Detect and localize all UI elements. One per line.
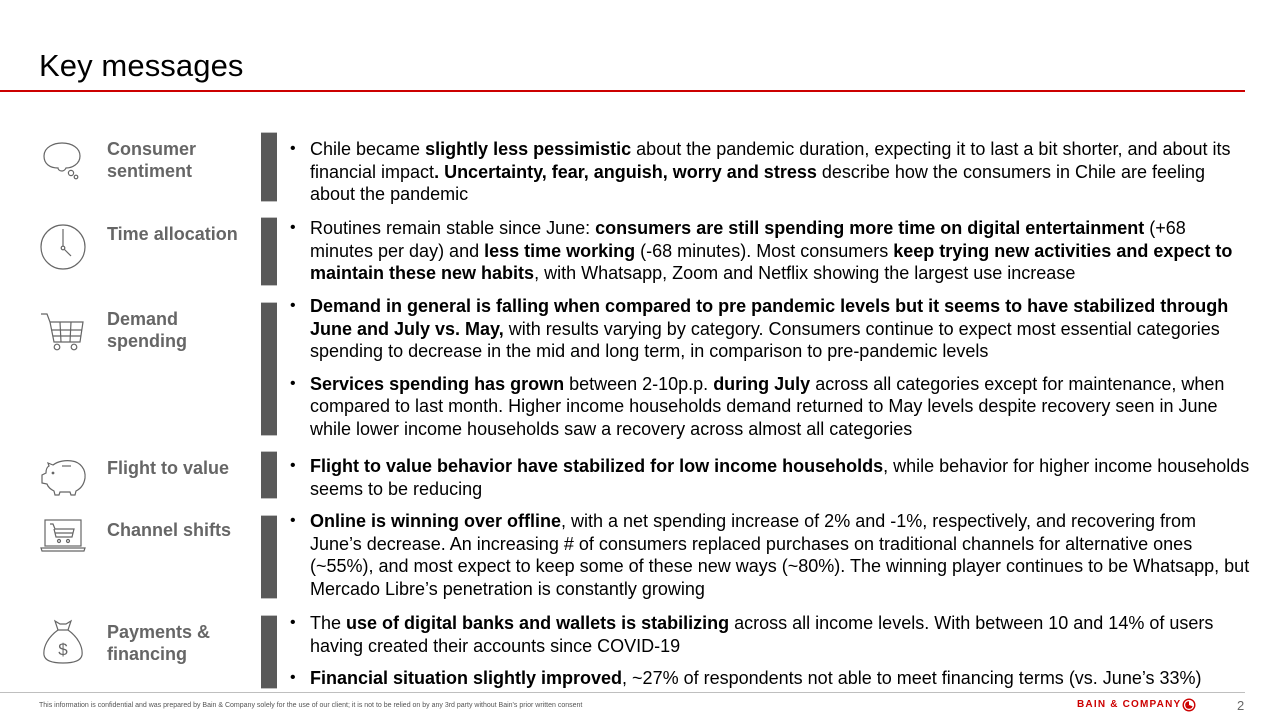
- section-bar: [261, 132, 277, 202]
- text: The: [310, 613, 347, 633]
- bullet-item: [290, 667, 1250, 690]
- bullet-item: [290, 217, 1250, 285]
- bold-text: consumers are still spending more time on digital entertainment: [595, 218, 1145, 238]
- clock-icon: [38, 221, 88, 271]
- text: with results varying by category. Consumers continue to expect most essential categories spending to decrease in the mid and long term, in comparison to pre-pandemic levels: [310, 318, 1220, 361]
- bold-text: less time working: [484, 240, 636, 261]
- bullet-item: [290, 455, 1250, 500]
- category-label: Channel shifts: [107, 520, 232, 540]
- text: (-68 minutes). Most consumers: [635, 240, 894, 261]
- title-divider: [0, 90, 1245, 92]
- bold-text: Demand in general is falling when compared to pre pandemic levels but it seems to have stabilized through June and July vs. May,: [310, 296, 1229, 339]
- bold-text: Financial situation slightly improved: [310, 668, 623, 688]
- bain-logo-icon: [1182, 698, 1196, 712]
- piggy-bank-icon: [38, 451, 88, 501]
- page-number: 2: [1237, 698, 1245, 713]
- bold-text: Services spending has grown: [310, 373, 565, 394]
- bullet-list: [290, 510, 1250, 600]
- text: Routines remain stable since June:: [310, 218, 596, 238]
- category-label: Payments & financing: [107, 622, 211, 664]
- bullet-list: [290, 455, 1250, 500]
- text: , ~27% of respondents not able to meet financing terms (vs. June’s 33%): [622, 668, 1202, 688]
- bullet-item: [290, 373, 1250, 441]
- section-bar: [261, 451, 277, 499]
- bold-text: during July: [713, 373, 811, 394]
- bullet-item: [290, 612, 1250, 657]
- bold-text: slightly less pessimistic: [425, 139, 632, 159]
- thought-bubble-icon: [38, 138, 88, 188]
- text: across all income levels. With between 10 and 14% of users having created their accounts since COVID-19: [310, 613, 1214, 656]
- category-label: Demand spending: [107, 309, 187, 351]
- bold-text: use of digital banks and wallets is stabilizing: [346, 613, 730, 633]
- section-bar: [261, 515, 277, 599]
- brand-name: BAIN & COMPANY: [1077, 699, 1182, 710]
- text: describe how the consumers in Chile are feeling about the pandemic: [310, 161, 1206, 204]
- section-bar: [261, 217, 277, 286]
- text: across all categories except for maintenance, when compared to last month. Higher income households demand returned to May levels despite recovery seen in June while lower income households saw a recovery across almost all categories: [310, 373, 1225, 439]
- bullet-list: [290, 295, 1250, 440]
- laptop-cart-icon: [38, 515, 88, 565]
- bullet-item: [290, 138, 1250, 206]
- bullet-list: [290, 612, 1250, 690]
- bold-text: keep trying new activities and expect to maintain these new habits: [310, 240, 1233, 283]
- category-label: Flight to value: [107, 458, 230, 478]
- text: about the pandemic duration, expecting it to last a bit shorter, and about its financial impact: [310, 139, 1231, 182]
- bullet-list: [290, 138, 1250, 206]
- text: , while behavior for higher income households seems to be reducing: [310, 456, 1250, 499]
- svg-text:$: $: [58, 640, 68, 659]
- text: , with Whatsapp, Zoom and Netflix showing the largest use increase: [534, 263, 1076, 283]
- text: between 2-10p.p.: [564, 373, 714, 394]
- footer-divider: [0, 692, 1245, 693]
- text: , with a net spending increase of 2% and -1%, respectively, and recovering from June’s decrease. An increasing # of consumers replaced purchases on traditional channels for alternative ones (~55%), and most expect to keep some of these new ways (~80%). The winning player continues to be Whatsapp, but Mercado Libre’s penetration is constantly growing: [310, 511, 1250, 599]
- bullet-item: [290, 510, 1250, 600]
- category-label: Consumer sentiment: [107, 139, 197, 181]
- page-title: Key messages: [39, 48, 244, 83]
- category-label: Time allocation: [107, 224, 238, 244]
- bullet-item: [290, 295, 1250, 363]
- bold-text: Online is winning over offline: [310, 511, 562, 531]
- confidentiality-disclaimer: This information is confidential and was prepared by Bain & Company solely for the use of our client; it is not to be relied on by any 3rd party without Bain's prior written consent: [39, 702, 583, 709]
- section-bar: [261, 615, 277, 689]
- bold-text: Flight to value behavior have stabilized for low income households: [310, 456, 884, 476]
- bold-text: . Uncertainty, fear, anguish, worry and stress: [434, 161, 817, 182]
- bullet-list: [290, 217, 1250, 285]
- shopping-cart-icon: [38, 310, 88, 360]
- text: (+68 minutes per day) and: [310, 218, 1186, 261]
- section-bar: [261, 302, 277, 436]
- money-bag-icon: [38, 617, 88, 667]
- text: Chile became: [310, 139, 426, 159]
